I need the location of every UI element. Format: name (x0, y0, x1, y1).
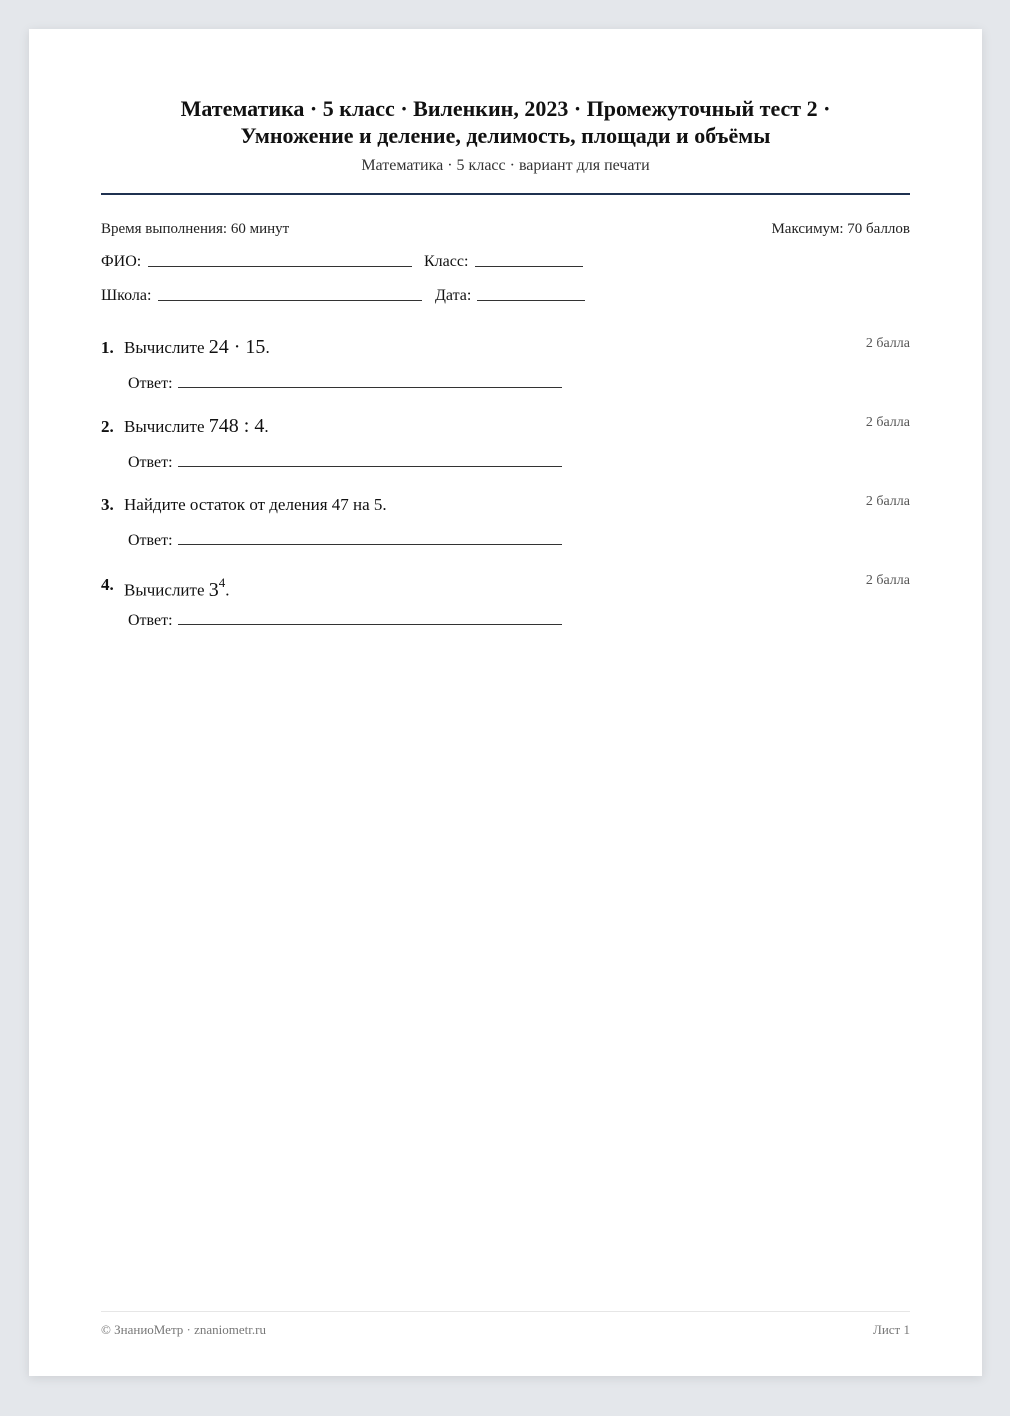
school-field[interactable] (158, 300, 422, 301)
question-text: Вычислите 748 : 4. (124, 415, 269, 437)
question-points: 2 балла (865, 415, 910, 430)
answer-label: Ответ: (128, 612, 173, 629)
question-text: Найдите остаток от деления 47 на 5. (124, 495, 387, 514)
math-expression: 748 : 4 (208, 415, 265, 437)
max-score: Максимум: 70 баллов (771, 221, 910, 237)
title-line-1: Математика · 5 класс · Виленкин, 2023 · Промежуточный тест 2 · (180, 96, 831, 121)
school-label: Школа: (101, 287, 152, 304)
question-text: Вычислите $3^4$. (124, 575, 230, 601)
title-divider (101, 193, 910, 195)
footer-copyright: © ЗнаниоМетр · znaniometr.ru (101, 1322, 266, 1337)
worksheet-page (29, 29, 982, 1376)
question-text: Вычислите 24 · 15. (124, 336, 270, 358)
title-line-2: Умножение и деление, делимость, площади и объёмы (240, 123, 771, 148)
page-number: Лист 1 (873, 1322, 910, 1337)
answer-field[interactable] (178, 387, 562, 388)
date-label: Дата: (435, 287, 472, 304)
time-limit: Время выполнения: 60 минут (101, 221, 290, 237)
answer-field[interactable] (178, 624, 562, 625)
question-points: 2 балла (865, 336, 910, 351)
math-expression: $3^4$ (208, 575, 226, 601)
answer-field[interactable] (178, 466, 562, 467)
footer-divider (101, 1311, 910, 1312)
class-label: Класс: (424, 253, 469, 270)
answer-label: Ответ: (128, 532, 173, 549)
answer-label: Ответ: (128, 375, 173, 392)
class-field[interactable] (475, 266, 583, 267)
question-number: 2. (101, 417, 114, 436)
math-expression: 24 · 15 (208, 336, 266, 358)
answer-field[interactable] (178, 544, 562, 545)
page-title (101, 95, 910, 149)
page-subtitle: Математика · 5 класс · вариант для печати (361, 157, 650, 174)
fio-label: ФИО: (101, 253, 142, 270)
answer-label: Ответ: (128, 454, 173, 471)
question-number: 3. (101, 495, 114, 514)
question-points: 2 балла (865, 573, 910, 588)
question-number: 4. (101, 575, 114, 594)
fio-field[interactable] (148, 266, 412, 267)
date-field[interactable] (477, 300, 585, 301)
question-number: 1. (101, 338, 114, 357)
question-points: 2 балла (865, 494, 910, 509)
